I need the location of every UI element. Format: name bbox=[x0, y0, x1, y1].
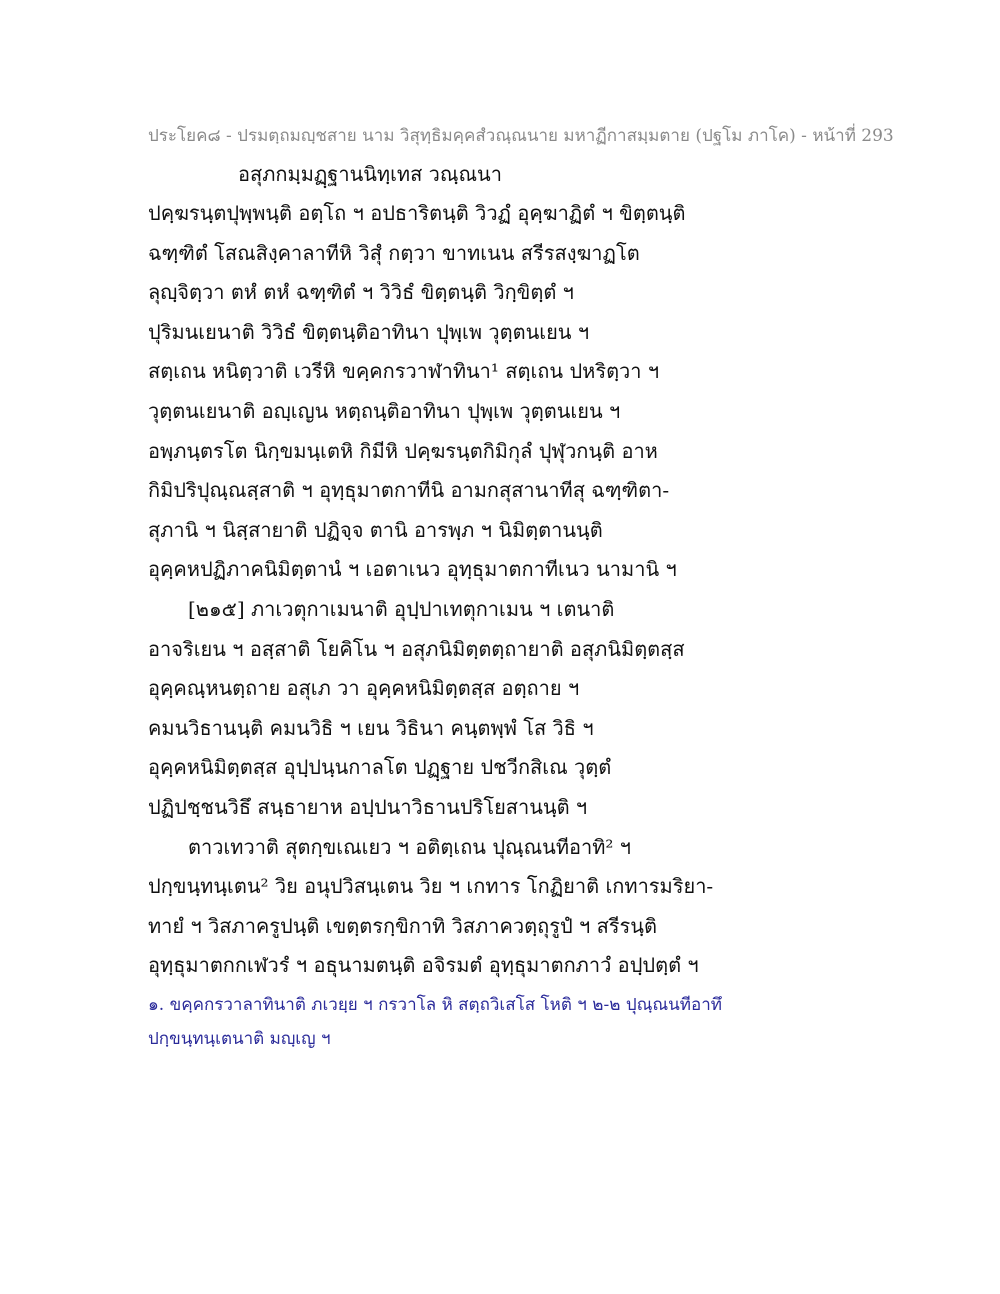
body-line-paragraph-start: [๒๑๕] ภาเวตุกาเมนาติ อุปฺปาเทตุกาเมน ฯ เตนาติ bbox=[188, 596, 615, 621]
body-line: สตฺเถน หนิตฺวาติ เวรีหิ ขคฺคกรวาฬาทินา¹ สตฺเถน ปหริตฺวา ฯ bbox=[148, 359, 660, 384]
section-title: อสุภกมฺมฏฺฐานนิทฺเทส วณฺณนา bbox=[238, 162, 502, 186]
footnotes bbox=[148, 990, 868, 1058]
body-line: กิมิปริปุณฺณสฺสาติ ฯ อุทฺธุมาตกาทีนิ อามกสุสานาทีสุ ฉฑฺฑิตา- bbox=[148, 478, 670, 503]
body-line: ปุริมนเยนาติ วิวิธํ ขิตฺตนฺติอาทินา ปุพฺเพ วุตฺตนเยน ฯ bbox=[148, 319, 590, 344]
body-line: ฉฑฺฑิตํ โสณสิงฺคาลาทีหิ วิสุํ กตฺวา ขาทเนน สรีรสงฺฆาฏโต bbox=[148, 240, 640, 265]
body-line: อุทฺธุมาตกกเฬวรํ ฯ อธุนามตนฺติ อจิรมตํ อุทฺธุมาตกภาวํ อปฺปตฺตํ ฯ bbox=[148, 953, 699, 978]
body-line: สุภานิ ฯ นิสฺสายาติ ปฏิจฺจ ตานิ อารพฺภ ฯ นิมิตฺตานนฺติ bbox=[148, 517, 603, 542]
body-line: อพฺภนฺตรโต นิกฺขมนฺเตหิ กิมีหิ ปคฺฆรนฺตกิมิกุลํ ปุฬุวกนฺติ อาห bbox=[148, 438, 658, 463]
running-header: ประโยค๘ - ปรมตฺถมญฺชสาย นาม วิสุทฺธิมคฺคสํวณฺณนาย มหาฏีกาสมฺมตาย (ปฐโม ภาโค) - หน้าที่ 293 bbox=[148, 126, 894, 146]
body-line: ปกฺขนฺทนฺเตน² วิย อนุปวิสนฺเตน วิย ฯ เกทาร โกฏิยาติ เกทารมริยา- bbox=[148, 874, 714, 899]
body-line: อาจริเยน ฯ อสฺสาติ โยคิโน ฯ อสุภนิมิตฺตตฺถายาติ อสุภนิมิตฺตสฺส bbox=[148, 636, 685, 661]
body-line: อุคฺคหนิมิตฺตสฺส อุปฺปนฺนกาลโต ปฏฺฐาย ปชวีกสิเณ วุตฺตํ bbox=[148, 755, 612, 780]
body-text bbox=[148, 198, 868, 990]
body-line: ลุญฺจิตฺวา ตหํ ตหํ ฉฑฺฑิตํ ฯ วิวิธํ ขิตฺตนฺติ วิกฺขิตฺตํ ฯ bbox=[148, 280, 574, 305]
body-line: อุคฺคณฺหนตฺถาย อสุเภ วา อุคฺคหนิมิตฺตสฺส อตฺถาย ฯ bbox=[148, 676, 580, 701]
body-line-paragraph-start: ตาวเทวาติ สุตกฺขเณเยว ฯ อติตฺเถน ปุณฺณนทีอาทิ² ฯ bbox=[188, 834, 632, 859]
body-line: ทายํ ฯ วิสภาครูปนฺติ เขตฺตรกฺขิกาทิ วิสภาควตฺถุรูปํ ฯ สรีรนฺติ bbox=[148, 913, 657, 938]
footnote-line: ๑. ขคฺคกรวาลาทินาติ ภเวยฺย ฯ กรวาโล หิ สตฺถวิเสโส โหติ ฯ ๒-๒ ปุณฺณนทีอาทึ bbox=[148, 995, 722, 1015]
footnote-line: ปกฺขนฺทนฺเตนาติ มญฺเญ ฯ bbox=[148, 1029, 331, 1049]
body-line: ปคฺฆรนฺตปุพฺพนฺติ อตฺโถ ฯ อปธาริตนฺติ วิวฏํ อุคฺฆาฏิตํ ฯ ขิตฺตนฺติ bbox=[148, 201, 686, 225]
body-line: ปฏิปชฺชนวิธึ สนฺธายาห อปฺปนาวิธานปริโยสานนฺติ ฯ bbox=[148, 794, 588, 819]
body-line: วุตฺตนเยนาติ อญฺเญน หตฺถนฺติอาทินา ปุพฺเพ วุตฺตนเยน ฯ bbox=[148, 398, 621, 423]
body-line: คมนวิธานนฺติ คมนวิธิ ฯ เยน วิธินา คนฺตพฺพํ โส วิธิ ฯ bbox=[148, 715, 594, 740]
body-line: อุคฺคหปฏิภาคนิมิตฺตานํ ฯ เอตาเนว อุทฺธุมาตกาทีเนว นามานิ ฯ bbox=[148, 557, 677, 582]
